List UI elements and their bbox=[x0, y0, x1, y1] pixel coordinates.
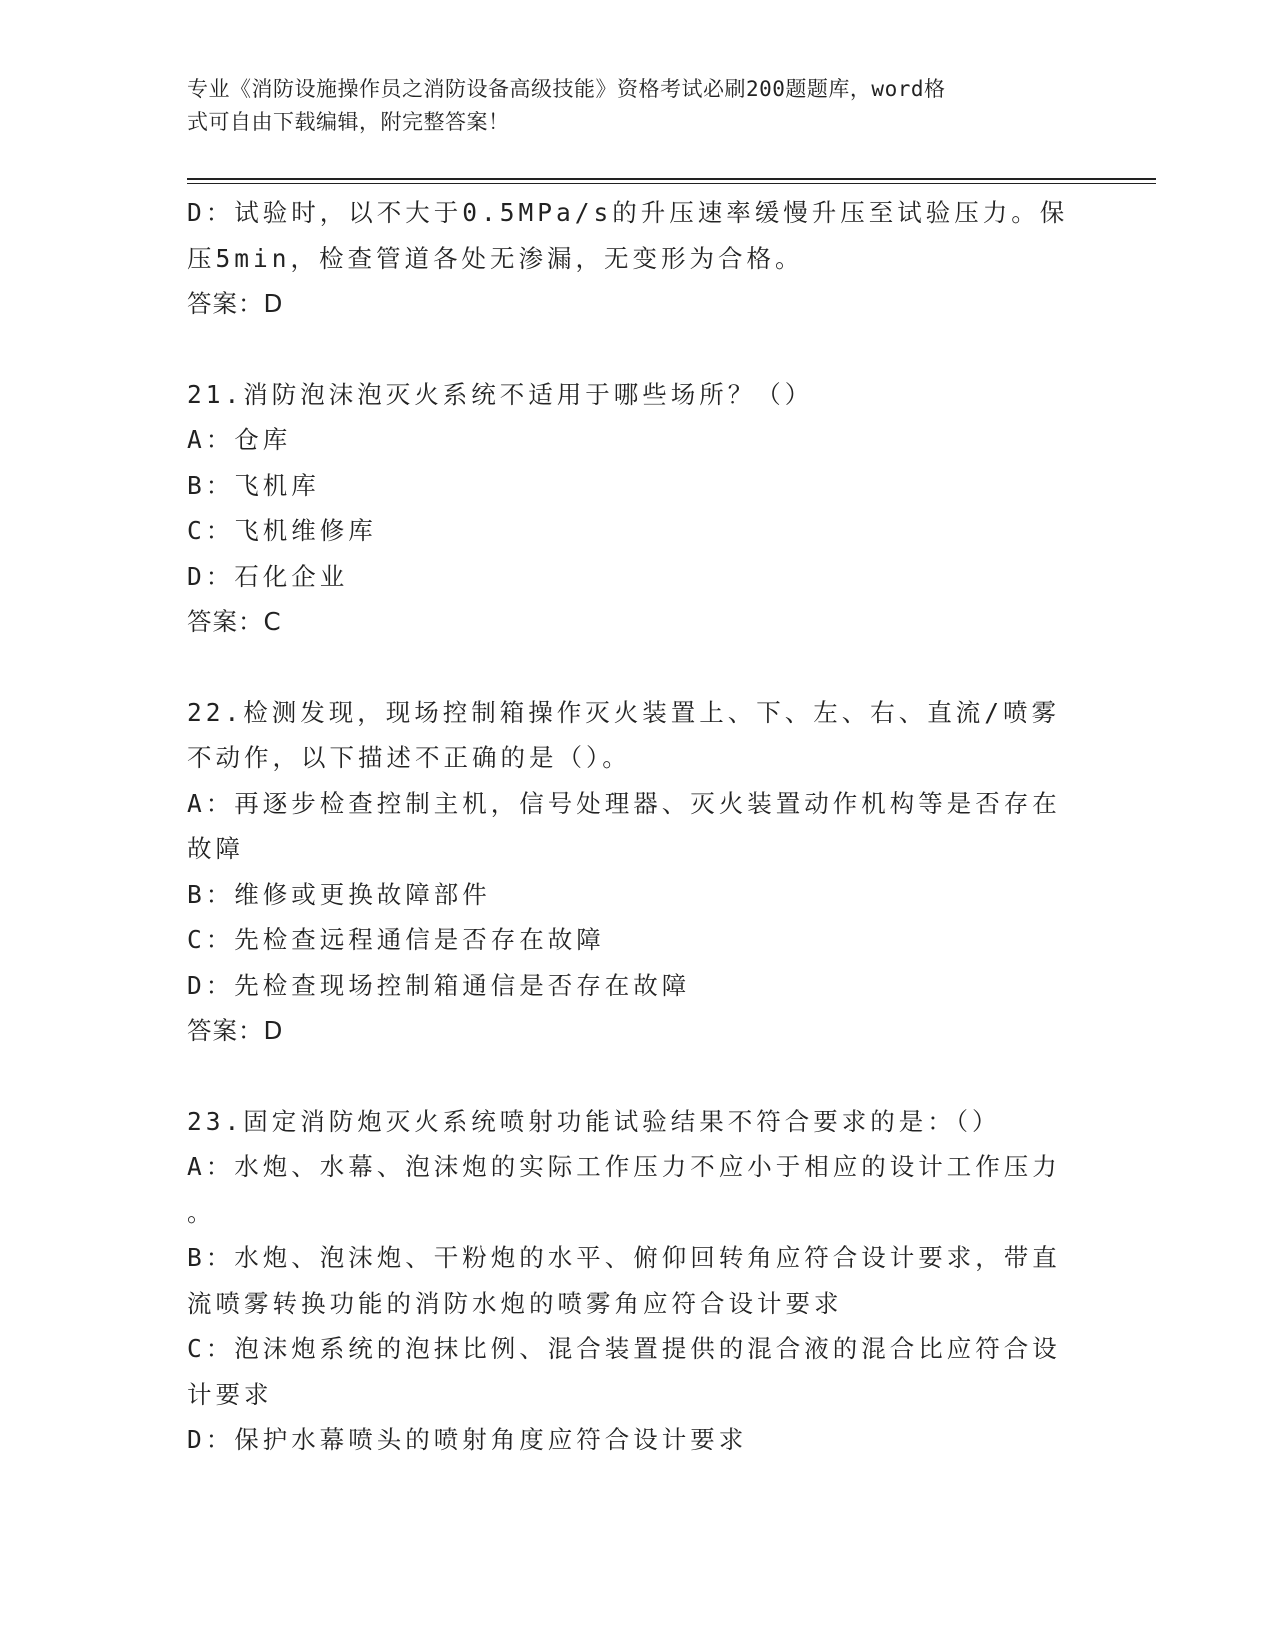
question-21-option-a: A：仓库 bbox=[187, 425, 292, 454]
question-21-option-c: C：飞机维修库 bbox=[187, 516, 377, 545]
header-divider-thin bbox=[187, 183, 1156, 184]
question-21-block bbox=[187, 372, 1087, 645]
document-header bbox=[187, 73, 1087, 139]
question-22-option-d: D：先检查现场控制箱通信是否存在故障 bbox=[187, 970, 691, 1000]
option-d-line-1: D：试验时，以不大于0.5MPa/s的升压速率缓慢升压至试验压力。保 bbox=[187, 198, 1069, 227]
question-22-block bbox=[187, 690, 1087, 1054]
question-23-option-a-line-1: A：水炮、水幕、泡沫炮的实际工作压力不应小于相应的设计工作压力 bbox=[187, 1152, 1061, 1181]
question-21-option-d: D：石化企业 bbox=[187, 561, 349, 591]
question-22-option-a-line-2: 故障 bbox=[187, 834, 244, 863]
question-23-text: 23.固定消防炮灭火系统喷射功能试验结果不符合要求的是：（） bbox=[187, 1106, 1001, 1136]
question-22-text-line-1: 22.检测发现，现场控制箱操作灭火装置上、下、左、右、直流/喷雾 bbox=[187, 697, 1060, 727]
header-line-1: 专业《消防设施操作员之消防设备高级技能》资格考试必刷200题题库，word格 bbox=[187, 77, 946, 101]
option-d-line-2: 压5min，检查管道各处无渗漏，无变形为合格。 bbox=[187, 243, 804, 273]
prev-question-block bbox=[187, 190, 1087, 327]
question-22-option-b: B：维修或更换故障部件 bbox=[187, 879, 491, 909]
question-23-option-d: D：保护水幕喷头的喷射角度应符合设计要求 bbox=[187, 1425, 748, 1454]
question-23-option-a-line-2: 。 bbox=[187, 1197, 216, 1227]
question-22-option-a-line-1: A：再逐步检查控制主机，信号处理器、灭火装置动作机构等是否存在 bbox=[187, 788, 1061, 818]
question-21-answer: 答案：C bbox=[187, 607, 282, 636]
header-line-2: 式可自由下载编辑，附完整答案！ bbox=[187, 110, 510, 134]
question-23-option-b-line-2: 流喷雾转换功能的消防水炮的喷雾角应符合设计要求 bbox=[187, 1288, 843, 1318]
spacer bbox=[187, 327, 1087, 372]
spacer bbox=[187, 1054, 1087, 1099]
question-23-option-c-line-2: 计要求 bbox=[187, 1379, 273, 1409]
question-22-text-line-2: 不动作，以下描述不正确的是（）。 bbox=[187, 743, 631, 772]
question-23-block bbox=[187, 1099, 1087, 1463]
question-22-answer: 答案：D bbox=[187, 1016, 284, 1045]
question-21-text: 21.消防泡沫泡灭火系统不适用于哪些场所？（） bbox=[187, 379, 814, 409]
document-body bbox=[187, 190, 1087, 1463]
question-22-option-c: C：先检查远程通信是否存在故障 bbox=[187, 925, 605, 954]
question-23-option-b-line-1: B：水炮、泡沫炮、干粉炮的水平、俯仰回转角应符合设计要求，带直 bbox=[187, 1243, 1061, 1272]
answer-label: 答案：D bbox=[187, 289, 284, 318]
header-divider-thick bbox=[187, 178, 1156, 180]
spacer bbox=[187, 645, 1087, 690]
question-21-option-b: B：飞机库 bbox=[187, 470, 320, 500]
question-23-option-c-line-1: C：泡沫炮系统的泡抹比例、混合装置提供的混合液的混合比应符合设 bbox=[187, 1334, 1061, 1363]
